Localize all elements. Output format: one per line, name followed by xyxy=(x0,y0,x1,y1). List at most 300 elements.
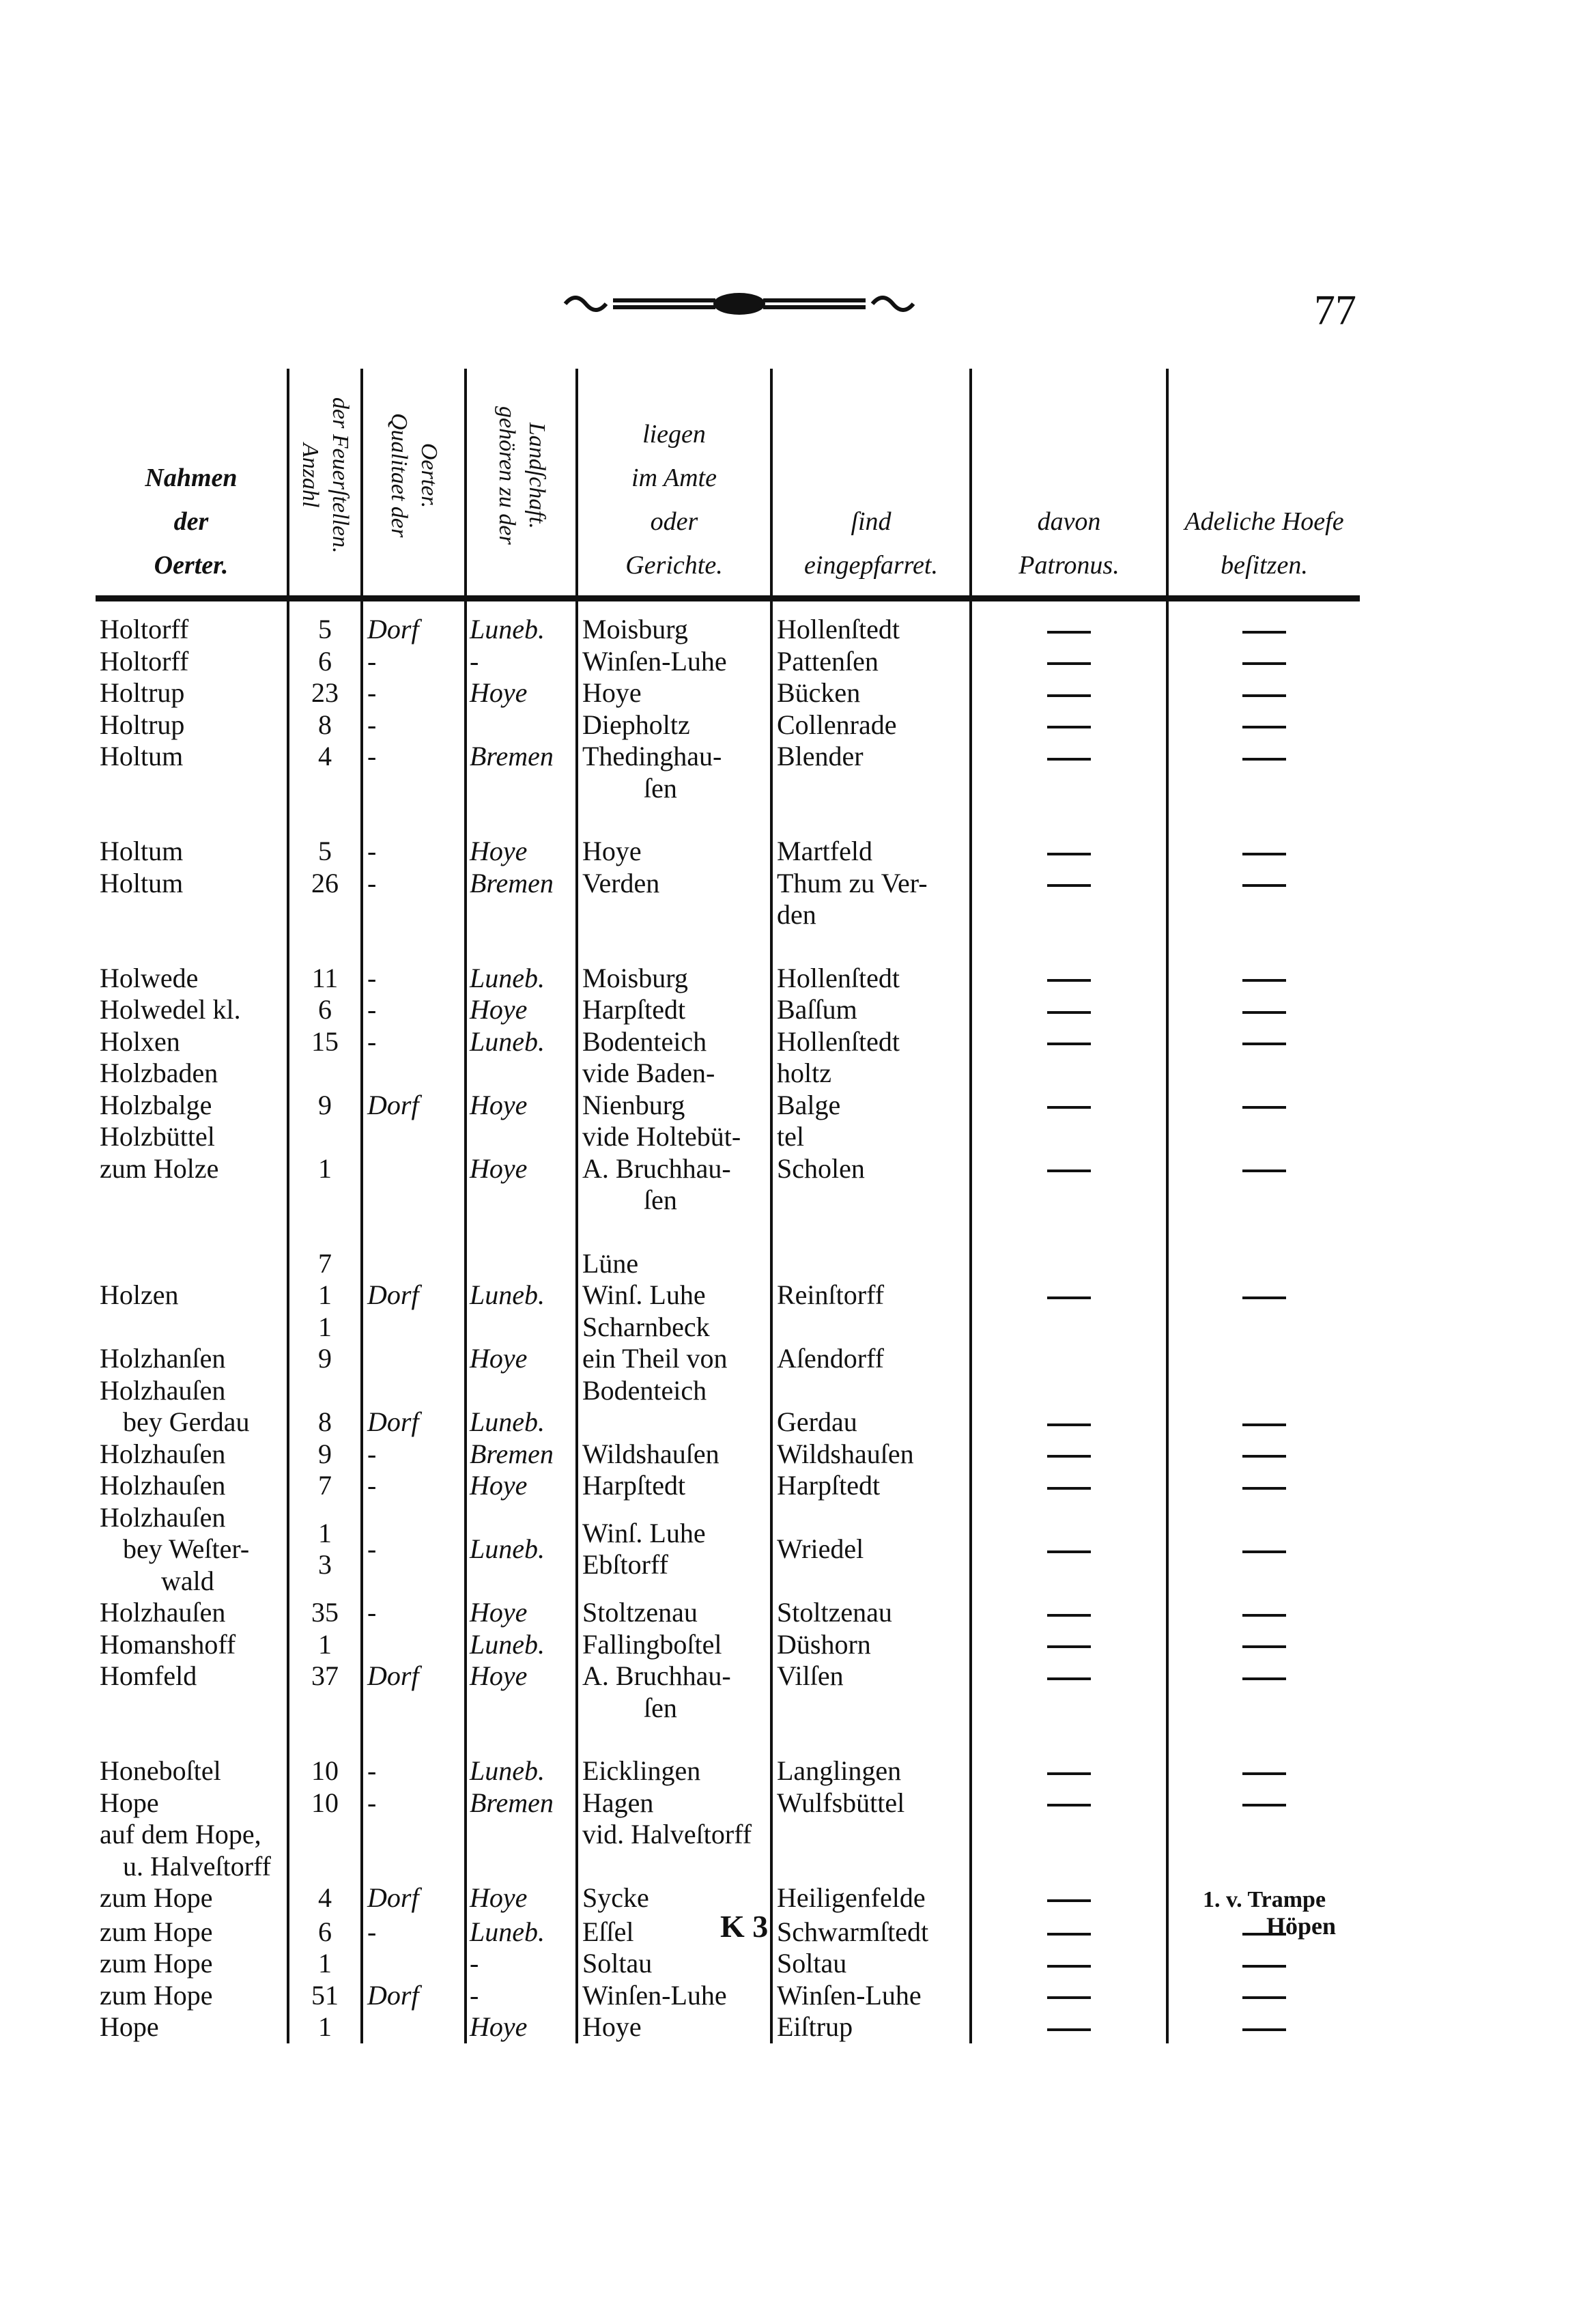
noble xyxy=(1167,1787,1360,1819)
place-name xyxy=(96,1916,288,1949)
district xyxy=(577,994,771,1026)
quality-value: - xyxy=(367,836,377,866)
place-name xyxy=(96,1026,288,1058)
parish-line: Düshorn xyxy=(777,1628,871,1660)
header-name: Nahmen der Oerter. xyxy=(96,369,288,599)
noble xyxy=(1167,1597,1360,1629)
table-row xyxy=(96,1439,1360,1471)
noble-dash-icon xyxy=(1242,758,1286,761)
patron xyxy=(971,1597,1167,1629)
district xyxy=(577,709,771,741)
place-name xyxy=(96,646,288,678)
name-line: Holtum xyxy=(100,836,184,866)
province-value: Luneb. xyxy=(470,1916,545,1947)
noble xyxy=(1167,1248,1360,1344)
name-line: Holzhauſen xyxy=(100,1470,226,1501)
name-line: Homfeld xyxy=(100,1660,197,1691)
noble xyxy=(1167,741,1360,836)
place-name xyxy=(96,1153,288,1248)
quality xyxy=(362,741,466,836)
quality xyxy=(362,1787,466,1819)
patron-dash-icon xyxy=(1047,1933,1091,1936)
name-line: Holtrup xyxy=(100,677,185,708)
province xyxy=(466,1470,577,1502)
parish xyxy=(771,1916,971,1949)
table-row xyxy=(96,1058,1360,1090)
patron-dash-icon xyxy=(1047,853,1091,855)
count-line: 6 xyxy=(318,994,332,1025)
quality-value: - xyxy=(367,1755,377,1786)
parish-line: Winſen-Luhe xyxy=(777,1979,922,2011)
count-line: 5 xyxy=(318,614,332,644)
hearth-count xyxy=(288,1248,362,1344)
noble-dash-icon xyxy=(1242,726,1286,728)
patron-dash-icon xyxy=(1047,1423,1091,1426)
header-district: liegen im Amte oder Gerichte. xyxy=(577,369,771,599)
name-line: u. Halveſtorff xyxy=(123,1850,271,1882)
noble-dash-icon xyxy=(1242,1645,1286,1648)
place-name xyxy=(96,599,288,646)
place-name xyxy=(96,836,288,868)
name-line: Hope xyxy=(100,1787,159,1818)
patron-dash-icon xyxy=(1047,694,1091,697)
hearth-count xyxy=(288,1502,362,1598)
parish-line: Vilſen xyxy=(777,1660,844,1691)
district-line: Sycke xyxy=(582,1882,649,1913)
district-line: Winſ. Luhe xyxy=(582,1279,706,1310)
province-value: Bremen xyxy=(470,741,554,771)
hearth-count xyxy=(288,646,362,678)
noble xyxy=(1167,994,1360,1026)
district-line: Scharnbeck xyxy=(582,1311,710,1342)
parish xyxy=(771,1090,971,1122)
province-value: Bremen xyxy=(470,1787,554,1818)
district-line: A. Bruchhau- xyxy=(582,1152,731,1184)
place-name xyxy=(96,1121,288,1153)
parish xyxy=(771,741,971,836)
table-row xyxy=(96,1948,1360,1980)
name-line: Holtorff xyxy=(100,645,189,677)
province-value: Hoye xyxy=(470,1660,528,1691)
patron xyxy=(971,994,1167,1026)
hearth-count xyxy=(288,1375,362,1439)
province xyxy=(466,1121,577,1153)
district xyxy=(577,1375,771,1439)
parish xyxy=(771,868,971,963)
count-line: 4 xyxy=(318,1882,332,1913)
count-line: 10 xyxy=(311,1755,339,1786)
patron-dash-icon xyxy=(1047,1899,1091,1902)
noble-dash-icon xyxy=(1242,1106,1286,1109)
place-name xyxy=(96,741,288,836)
province-value: Luneb. xyxy=(470,1025,545,1057)
province-value: Hoye xyxy=(470,1089,528,1120)
parish-line: Martfeld xyxy=(777,836,872,866)
district xyxy=(577,1026,771,1058)
district xyxy=(577,1787,771,1819)
catchword: Höpen xyxy=(1266,1912,1337,1940)
parish-line: Wildshauſen xyxy=(777,1438,914,1469)
district-line: vid. Halveſtorff xyxy=(582,1819,752,1850)
place-name xyxy=(96,1375,288,1439)
noble xyxy=(1167,1755,1360,1787)
parish xyxy=(771,1597,971,1629)
table-row xyxy=(96,1153,1360,1248)
hearth-count xyxy=(288,1153,362,1248)
district xyxy=(577,1755,771,1787)
parish xyxy=(771,1375,971,1439)
hearth-count xyxy=(288,1470,362,1502)
parish xyxy=(771,1629,971,1661)
noble xyxy=(1167,1343,1360,1375)
noble xyxy=(1167,1439,1360,1471)
patron xyxy=(971,677,1167,709)
district xyxy=(577,1470,771,1502)
noble xyxy=(1167,2011,1360,2043)
province xyxy=(466,646,577,678)
place-name xyxy=(96,1090,288,1122)
noble xyxy=(1167,1090,1360,1122)
count-line: 1 xyxy=(318,1152,332,1184)
quality-value: - xyxy=(367,1470,377,1501)
province-value: Luneb. xyxy=(470,1406,545,1437)
province-value: Hoye xyxy=(470,1882,528,1913)
name-line: Homanshoff xyxy=(100,1628,236,1660)
quality-value: - xyxy=(367,1787,377,1818)
district xyxy=(577,1121,771,1153)
quality-value: - xyxy=(367,677,377,708)
district-line: ſen xyxy=(644,1185,677,1215)
noble xyxy=(1167,1375,1360,1439)
hearth-count xyxy=(288,1819,362,1882)
province xyxy=(466,1439,577,1471)
quality xyxy=(362,1470,466,1502)
quality xyxy=(362,599,466,646)
noble xyxy=(1167,1980,1360,2012)
district xyxy=(577,836,771,868)
patron-dash-icon xyxy=(1047,884,1091,887)
count-line: 1 xyxy=(318,1311,332,1342)
count-line: 35 xyxy=(311,1597,339,1628)
parish-line: holtz xyxy=(777,1058,831,1088)
quality xyxy=(362,709,466,741)
count-line: 5 xyxy=(318,836,332,866)
parish-line: Schwarmſtedt xyxy=(777,1916,929,1947)
province xyxy=(466,741,577,836)
province xyxy=(466,677,577,709)
table-row xyxy=(96,646,1360,678)
parish xyxy=(771,1026,971,1058)
count-line: 9 xyxy=(318,1343,332,1374)
name-line: Holzhauſen xyxy=(100,1438,226,1469)
quality xyxy=(362,1026,466,1058)
parish xyxy=(771,1980,971,2012)
table-row xyxy=(96,1502,1360,1598)
patron-dash-icon xyxy=(1047,1550,1091,1553)
parish-line: Pattenſen xyxy=(777,645,879,677)
noble xyxy=(1167,1502,1360,1598)
patron xyxy=(971,868,1167,963)
noble-dash-icon xyxy=(1242,1455,1286,1458)
table-row xyxy=(96,994,1360,1026)
table-row xyxy=(96,836,1360,868)
quality xyxy=(362,1375,466,1439)
table-row xyxy=(96,1660,1360,1755)
hearth-count xyxy=(288,741,362,836)
patron xyxy=(971,1502,1167,1598)
district-line: Thedinghau- xyxy=(582,741,722,771)
hearth-count xyxy=(288,1629,362,1661)
province-value: - xyxy=(470,1979,479,2011)
patron-dash-icon xyxy=(1047,1965,1091,1968)
table-row xyxy=(96,1629,1360,1661)
count-line: 7 xyxy=(318,1470,332,1501)
district-line: ſen xyxy=(644,772,677,804)
place-name xyxy=(96,2011,288,2043)
table-row xyxy=(96,868,1360,963)
name-line: Holzhauſen xyxy=(100,1501,226,1533)
district xyxy=(577,1629,771,1661)
quality-value: - xyxy=(367,867,377,898)
count-line: 9 xyxy=(318,1438,332,1469)
parish-line: den xyxy=(777,899,816,930)
district-line: Hoye xyxy=(582,2011,642,2042)
province xyxy=(466,1248,577,1344)
count-line: 11 xyxy=(311,962,339,993)
hearth-count xyxy=(288,1755,362,1787)
province xyxy=(466,836,577,868)
header-patron: davon Patronus. xyxy=(971,369,1167,599)
hearth-count xyxy=(288,1090,362,1122)
hearth-count xyxy=(288,677,362,709)
header-ornament-icon xyxy=(562,290,917,317)
parish xyxy=(771,1755,971,1787)
table-row xyxy=(96,1090,1360,1122)
parish xyxy=(771,1058,971,1090)
place-name xyxy=(96,963,288,995)
noble xyxy=(1167,1121,1360,1153)
name-line: zum Hope xyxy=(100,1882,213,1913)
province xyxy=(466,1153,577,1248)
district-line: vide Baden- xyxy=(582,1058,715,1088)
parish-line: Thum zu Ver- xyxy=(777,867,928,898)
place-name xyxy=(96,1058,288,1090)
noble-dash-icon xyxy=(1242,694,1286,697)
patron xyxy=(971,1153,1167,1248)
quality-value: - xyxy=(367,1438,377,1469)
count-line: 8 xyxy=(318,1406,332,1437)
name-line: zum Holze xyxy=(100,1152,219,1184)
quality-value: Dorf xyxy=(367,1279,419,1310)
province xyxy=(466,963,577,995)
noble-dash-icon xyxy=(1242,884,1286,887)
district xyxy=(577,599,771,646)
patron-dash-icon xyxy=(1047,758,1091,761)
noble xyxy=(1167,1026,1360,1058)
place-name xyxy=(96,1597,288,1629)
province xyxy=(466,1026,577,1058)
table-row xyxy=(96,1819,1360,1882)
place-name xyxy=(96,677,288,709)
district-line: Winſen-Luhe xyxy=(582,645,727,677)
province-value: Luneb. xyxy=(470,1533,545,1564)
quality xyxy=(362,963,466,995)
province-value: Hoye xyxy=(470,1597,528,1628)
patron xyxy=(971,1882,1167,1916)
header-parish: ſind eingepfarret. xyxy=(771,369,971,599)
name-line: wald xyxy=(161,1565,214,1596)
name-line: Holtrup xyxy=(100,709,185,740)
district-line: Winſen-Luhe xyxy=(582,1979,727,2011)
patron xyxy=(971,1787,1167,1819)
district xyxy=(577,1058,771,1090)
parish-line: Harpſtedt xyxy=(777,1470,881,1501)
patron-dash-icon xyxy=(1047,1170,1091,1172)
province xyxy=(466,1343,577,1375)
noble-dash-icon xyxy=(1242,1772,1286,1775)
table-row xyxy=(96,1980,1360,2012)
place-name xyxy=(96,1629,288,1661)
noble-dash-icon xyxy=(1242,1011,1286,1014)
count-line: 9 xyxy=(318,1089,332,1120)
quality xyxy=(362,646,466,678)
patron-dash-icon xyxy=(1047,2028,1091,2031)
place-name xyxy=(96,1439,288,1471)
quality xyxy=(362,1248,466,1344)
hearth-count xyxy=(288,868,362,963)
table-row xyxy=(96,1121,1360,1153)
district xyxy=(577,1090,771,1122)
name-line: Hope xyxy=(100,2011,159,2042)
parish-line: Hollenſtedt xyxy=(777,962,900,993)
place-name xyxy=(96,1787,288,1819)
district-line: ein Theil von xyxy=(582,1343,728,1374)
quality xyxy=(362,1058,466,1090)
page-number: 77 xyxy=(1314,287,1356,334)
quality xyxy=(362,1439,466,1471)
province xyxy=(466,994,577,1026)
patron-dash-icon xyxy=(1047,1677,1091,1680)
table-row xyxy=(96,2011,1360,2043)
district-line: Nienburg xyxy=(582,1089,685,1120)
patron xyxy=(971,1660,1167,1755)
quality xyxy=(362,1882,466,1916)
places-table xyxy=(96,369,1360,2043)
quality-value: - xyxy=(367,962,377,993)
parish-line: Blender xyxy=(777,741,864,771)
parish xyxy=(771,963,971,995)
header-province: gehören zu der Landſchaft. xyxy=(466,369,577,599)
province-value: Bremen xyxy=(470,867,554,898)
count-line: 3 xyxy=(318,1549,332,1581)
patron xyxy=(971,1248,1167,1344)
count-line: 1 xyxy=(318,2011,332,2042)
district xyxy=(577,1502,771,1598)
province-value: Luneb. xyxy=(470,614,545,644)
quality-value: - xyxy=(367,1916,377,1947)
parish xyxy=(771,709,971,741)
quality xyxy=(362,1597,466,1629)
name-line: Holxen xyxy=(100,1025,180,1057)
hearth-count xyxy=(288,1439,362,1471)
district-line: Ebſtorff xyxy=(582,1549,668,1581)
parish xyxy=(771,646,971,678)
province xyxy=(466,1058,577,1090)
parish xyxy=(771,1470,971,1502)
patron xyxy=(971,741,1167,836)
name-line: Holtum xyxy=(100,741,184,771)
province-value: Hoye xyxy=(470,677,528,708)
district-line: Hagen xyxy=(582,1787,654,1818)
quality-value: Dorf xyxy=(367,1089,419,1120)
quality-value: - xyxy=(367,1597,377,1628)
count-line: 10 xyxy=(311,1787,339,1818)
district xyxy=(577,963,771,995)
count-line: 23 xyxy=(311,677,339,708)
district xyxy=(577,741,771,836)
hearth-count xyxy=(288,1660,362,1755)
signature-mark: K 3 xyxy=(720,1909,769,1944)
quality xyxy=(362,1948,466,1980)
district-line: Bodenteich xyxy=(582,1374,707,1406)
noble-dash-icon xyxy=(1242,1614,1286,1617)
count-line: 8 xyxy=(318,709,332,740)
count-line: 6 xyxy=(318,1916,332,1947)
district xyxy=(577,2011,771,2043)
parish-line: Heiligenfelde xyxy=(777,1882,926,1913)
table-row xyxy=(96,1375,1360,1439)
parish-line: Balge xyxy=(777,1089,841,1120)
name-line: zum Hope xyxy=(100,1948,213,1979)
quality xyxy=(362,994,466,1026)
district-line: Harpſtedt xyxy=(582,994,686,1025)
count-line: 6 xyxy=(318,645,332,677)
province xyxy=(466,1755,577,1787)
table-row xyxy=(96,1248,1360,1344)
province-value: Luneb. xyxy=(470,1628,545,1660)
patron-dash-icon xyxy=(1047,1772,1091,1775)
parish-line: Wulfsbüttel xyxy=(777,1787,905,1818)
parish xyxy=(771,2011,971,2043)
parish xyxy=(771,1248,971,1344)
district-line: Eſſel xyxy=(582,1916,634,1947)
count-line: 15 xyxy=(311,1025,339,1057)
place-name xyxy=(96,1882,288,1916)
province-value: Hoye xyxy=(470,1152,528,1184)
quality xyxy=(362,1153,466,1248)
district-line: ſen xyxy=(644,1692,677,1723)
quality-value: - xyxy=(367,994,377,1025)
patron xyxy=(971,1375,1167,1439)
patron xyxy=(971,836,1167,868)
parish xyxy=(771,599,971,646)
quality-value: Dorf xyxy=(367,614,419,644)
patron-dash-icon xyxy=(1047,1645,1091,1648)
noble-dash-icon xyxy=(1242,1965,1286,1968)
place-name xyxy=(96,1980,288,2012)
quality xyxy=(362,1121,466,1153)
province xyxy=(466,709,577,741)
parish xyxy=(771,1343,971,1375)
parish xyxy=(771,1787,971,1819)
district-line: Stoltzenau xyxy=(582,1597,698,1628)
noble-dash-icon xyxy=(1242,631,1286,634)
name-line: Holzbüttel xyxy=(100,1121,215,1152)
header-count: Anzahl der Feuerſtellen. xyxy=(288,369,362,599)
table-row xyxy=(96,741,1360,836)
noble xyxy=(1167,709,1360,741)
district-line: Hoye xyxy=(582,677,642,708)
